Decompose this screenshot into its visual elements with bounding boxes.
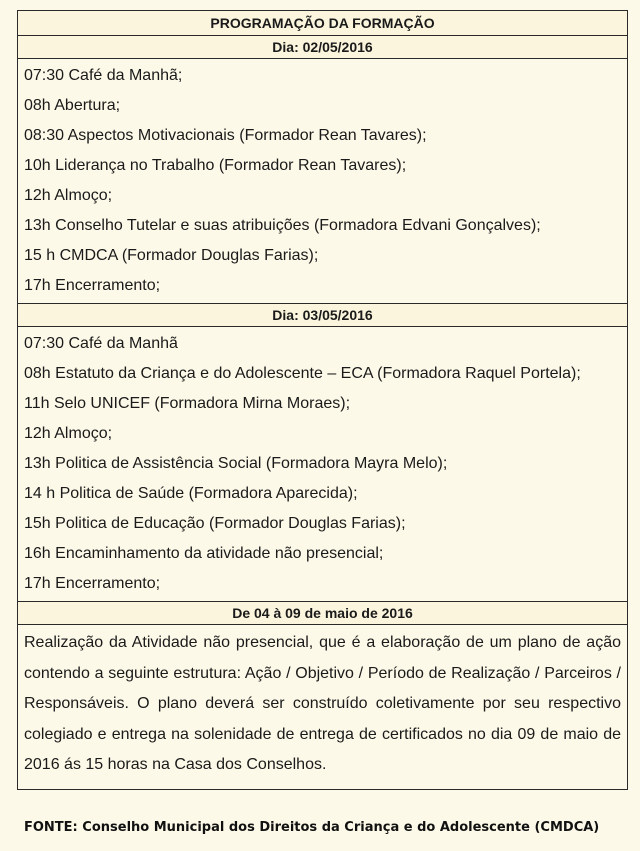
list-item: 15 h CMDCA (Formador Douglas Farias); [24,247,319,264]
period-header: De 04 à 09 de maio de 2016 [18,602,627,625]
list-item: 15h Politica de Educação (Formador Douglas Farias); [24,515,406,532]
list-item: 12h Almoço; [24,425,113,442]
list-item: 12h Almoço; [24,187,113,204]
day1-header: Dia: 02/05/2016 [18,36,627,59]
list-item: 13h Politica de Assistência Social (Formadora Mayra Melo); [24,455,448,472]
list-item: 08:30 Aspectos Motivacionais (Formador Rean Tavares); [24,127,427,144]
table-title: PROGRAMAÇÃO DA FORMAÇÃO [18,11,627,36]
list-item: 07:30 Café da Manhã; [24,67,183,84]
list-item: 13h Conselho Tutelar e suas atribuições (Formadora Edvani Gonçalves); [24,217,541,234]
list-item: 11h Selo UNICEF (Formadora Mirna Moraes); [24,395,351,412]
list-item: 17h Encerramento; [24,277,161,294]
day2-header: Dia: 03/05/2016 [18,304,627,327]
list-item: 10h Liderança no Trabalho (Formador Rean Tavares); [24,157,407,174]
schedule-table [17,10,628,790]
list-item: 16h Encaminhamento da atividade não presencial; [24,545,384,562]
list-item: 17h Encerramento; [24,575,161,592]
source-footer: FONTE: Conselho Municipal dos Direitos da Criança e do Adolescente (CMDCA) [24,820,600,835]
list-item: 08h Abertura; [24,97,121,114]
period-section [18,625,627,789]
list-item: 08h Estatuto da Criança e do Adolescente – ECA (Formadora Raquel Portela); [24,365,581,382]
list-item: 07:30 Café da Manhã [24,335,178,352]
period-description: Realização da Atividade não presencial, que é a elaboração de um plano de ação contendo a seguinte estrutura: Ação / Objetivo / Período de Realização / Parceiros / Responsáveis. O plano deverá ser construído coletivamente por seu respectivo colegiado e entrega na solenidade de entrega de certificados no dia 09 de maio de 2016 ás 15 horas na Casa dos Conselhos. [24,634,621,773]
day1-section [18,59,627,304]
list-item: 14 h Politica de Saúde (Formadora Aparecida); [24,485,358,502]
day2-section [18,327,627,602]
